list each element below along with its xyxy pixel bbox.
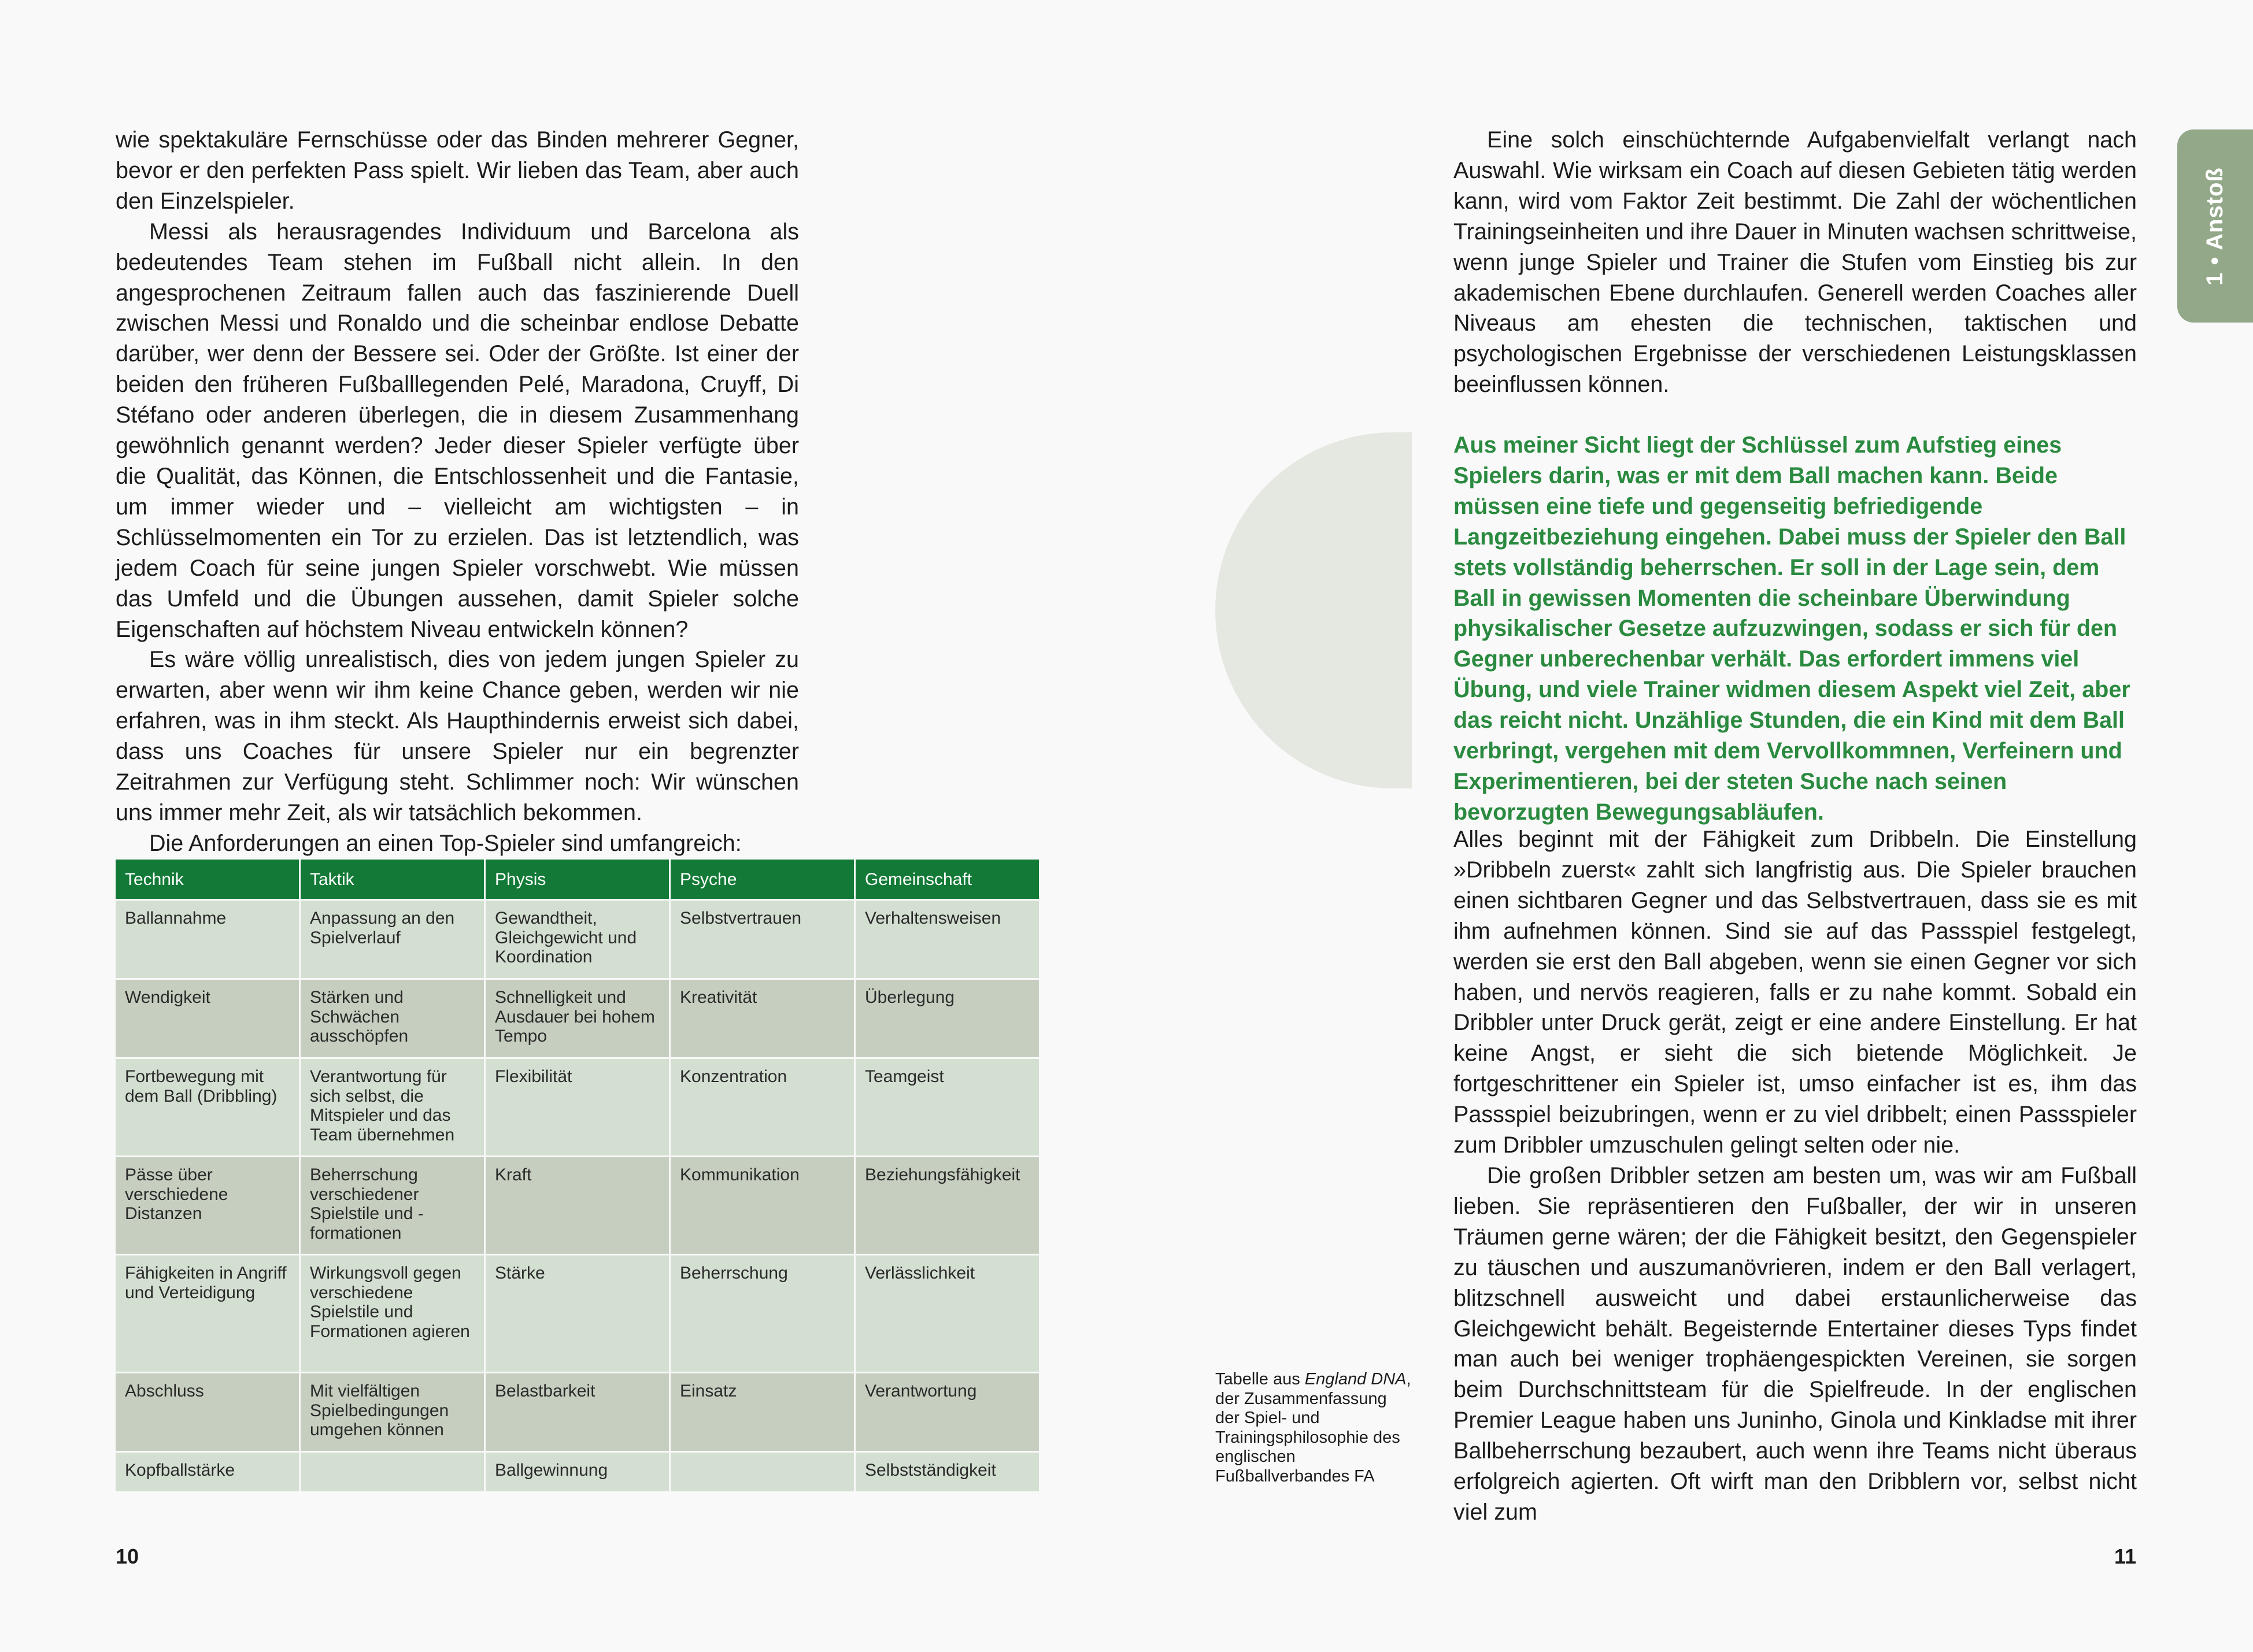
table-cell: Wirkungsvoll gegen verschiedene Spielstile und Formationen agieren <box>301 1254 486 1372</box>
paragraph: Alles beginnt mit der Fähigkeit zum Dribbeln. Die Einstellung »Dribbeln zuerst« zahlt sich langfristig aus. Die Spieler brauchen einen sichtbaren Gegner und das Selbstvertrauen, dass sie es mit ihm aufnehmen können. Sind sie auf das Passspiel festgelegt, werden sie erst den Ball abgeben, wenn sie einen Gegner vor sich haben, und nervös reagieren, falls er zu nahe kommt. Sobald ein Dribbler unter Druck gerät, zeigt er eine andere Einstellung. Er hat keine Angst, er sieht die sich bietende Möglichkeit. Je fortgeschrittener ein Spieler ist, umso einfacher ist es, ihm das Passspiel beizubringen, wenn er zu viel dribbelt; einen Passspieler zum Dribbler umzuschulen gelingt selten oder nie. <box>1453 827 2137 1158</box>
left-column-text <box>116 125 799 859</box>
page-number-left: 10 <box>116 1544 139 1568</box>
caption-title: England DNA <box>1304 1370 1407 1388</box>
paragraph: Eine solch einschüchternde Aufgabenvielfalt verlangt nach Auswahl. Wie wirksam ein Coach auf diesen Gebieten tätig werden kann, wird vom Faktor Zeit bestimmt. Die Zahl der wöchentlichen Trainingseinheiten und ihre Dauer in Minuten wachsen schrittweise, wenn junge Spieler und Trainer die Stufen vom Einstieg bis zur akademischen Ebene durchlaufen. Generell werden Coaches aller Niveaus am ehesten die technischen, taktischen und psychologischen Ergebnisse der verschiedenen Leistungsklassen beeinflussen können. <box>1453 127 2137 398</box>
requirements-table <box>116 860 1039 1491</box>
table-cell: Verlässlichkeit <box>856 1254 1039 1372</box>
table-row <box>116 978 1039 1057</box>
table-cell: Kopfballstärke <box>116 1451 301 1491</box>
table-cell: Verantwortung <box>856 1372 1039 1451</box>
page-number-right: 11 <box>2114 1544 2136 1568</box>
table-cell: Flexibilität <box>486 1057 671 1155</box>
caption-prefix: Tabelle aus <box>1215 1370 1305 1388</box>
table-cell: Fortbewegung mit dem Ball (Dribbling) <box>116 1057 301 1155</box>
table-cell: Gewandtheit, Gleichgewicht und Koordination <box>486 899 671 978</box>
chapter-tab <box>2177 129 2253 323</box>
table-row <box>116 1372 1039 1451</box>
table-header-cell: Gemeinschaft <box>856 860 1039 899</box>
table-row <box>116 1155 1039 1254</box>
table-cell: Kommunikation <box>671 1155 856 1254</box>
paragraph: Es wäre völlig unrealistisch, dies von jedem jungen Spieler zu erwarten, aber wenn wir ihm keine Chance geben, werden wir nie erfahren, was in ihm steckt. Als Haupthindernis erweist sich dabei, dass uns Coaches für unsere Spieler nur ein begrenzter Zeitrahmen zur Verfügung steht. Schlimmer noch: Wir wünschen uns immer mehr Zeit, als wir tatsächlich bekommen. <box>116 647 799 825</box>
table-cell: Verhaltensweisen <box>856 899 1039 978</box>
table-cell: Einsatz <box>671 1372 856 1451</box>
paragraph: Die Anforderungen an einen Top-Spieler sind umfangreich: <box>149 830 742 856</box>
pull-quote: Aus meiner Sicht liegt der Schlüssel zum Aufstieg eines Spielers darin, was er mit dem Ball machen kann. Beide müssen eine tiefe und gegenseitig befriedigende Langzeitbeziehung eingehen. Dabei muss der Spieler den Ball stets vollständig beherrschen. Er soll in der Lage sein, dem Ball in gewissen Momenten die scheinbare Überwindung physikalischer Gesetze aufzuzwingen, sodass er sich für den Gegner unberechenbar verhält. Das erfordert immens viel Übung, und viele Trainer widmen diesem Aspekt viel Zeit, aber das reicht nicht. Unzählige Stunden, die ein Kind mit dem Ball verbringt, vergehen mit dem Vervollkommnen, Verfeinern und Experimentieren, bei der steten Suche nach seinen bevorzugten Bewegungsabläufen. <box>1453 432 2130 825</box>
table-header-cell: Technik <box>116 860 301 899</box>
table-cell: Beherrschung verschiedener Spielstile und -formationen <box>301 1155 486 1254</box>
right-column-intro <box>1453 125 2137 400</box>
table-header-cell: Psyche <box>671 860 856 899</box>
table-cell: Pässe über verschiedene Distanzen <box>116 1155 301 1254</box>
table-cell: Ballgewinnung <box>486 1451 671 1491</box>
table-cell: Konzentration <box>671 1057 856 1155</box>
table-cell: Kreativität <box>671 978 856 1057</box>
table-cell: Stärken und Schwächen ausschöpfen <box>301 978 486 1057</box>
table-cell: Verantwortung für sich selbst, die Mitspieler und das Team übernehmen <box>301 1057 486 1155</box>
table-cell: Selbstvertrauen <box>671 899 856 978</box>
table-header-cell: Physis <box>486 860 671 899</box>
chapter-tab-label-wrap <box>2177 129 2253 323</box>
table-cell <box>301 1451 486 1491</box>
table-cell: Belastbarkeit <box>486 1372 671 1451</box>
paragraph: Die großen Dribbler setzen am besten um, was wir am Fußball lieben. Sie repräsentieren den Fußballer, der wir in unseren Träumen gerne wären; der die Fähigkeit besitzt, den Gegenspieler zu täuschen und auszumanövrieren, indem er den Ball verlagert, blitzschnell ausweicht und dabei erstaunlicherweise das Gleichgewicht behält. Begeisternde Entertainer dieses Typs findet man auch bei weniger trophäengespickten Vereinen, sie sorgen beim Durchschnittsteam für die Spielfreude. In der englischen Premier League haben uns Juninho, Ginola und Kinkladse mit ihrer Ballbeherrschung bezaubert, auch wenn ihre Teams nicht überaus erfolgreich agierten. Oft wirft man den Dribblern vor, selbst nicht viel zum <box>1453 1162 2137 1525</box>
table-header-cell: Taktik <box>301 860 486 899</box>
table-cell: Teamgeist <box>856 1057 1039 1155</box>
paragraph: wie spektakuläre Fernschüsse oder das Binden mehrerer Gegner, bevor er den perfekten Pass spielt. Wir lieben das Team, aber auch den Einzelspieler. <box>116 127 799 214</box>
table-cell: Selbstständigkeit <box>856 1451 1039 1491</box>
table-row <box>116 1254 1039 1372</box>
table-cell: Anpassung an den Spielverlauf <box>301 899 486 978</box>
table-cell: Schnelligkeit und Ausdauer bei hohem Tempo <box>486 978 671 1057</box>
table-row <box>116 899 1039 978</box>
table-cell: Beziehungsfähigkeit <box>856 1155 1039 1254</box>
caption-suffix: , der Zusammenfassung der Spiel- und Trainingsphilosophie des englischen Fußballverbandes FA <box>1215 1370 1411 1486</box>
decorative-half-circle <box>1215 432 1412 788</box>
table-cell: Beherrschung <box>671 1254 856 1372</box>
table-cell: Fähigkeiten in Angriff und Verteidigung <box>116 1254 301 1372</box>
chapter-tab-label: 1 • Anstoß <box>2202 166 2228 286</box>
paragraph: Messi als herausragendes Individuum und Barcelona als bedeutendes Team stehen im Fußball nicht allein. In den angesprochenen Zeitraum fallen auch das faszinierende Duell zwischen Messi und Ronaldo und die scheinbar endlose Debatte darüber, wer denn der Bessere sei. Oder der Größte. Ist einer der beiden den früheren Fußballlegenden Pelé, Maradona, Cruyff, Di Stéfano oder anderen überlegen, die in diesem Zusammenhang gewöhnlich genannt werden? Jeder dieser Spieler verfügte über die Qualität, das Können, die Entschlossenheit und die Fantasie, um immer wieder und – vielleicht am wichtigsten – in Schlüsselmomenten ein Tor zu erzielen. Das ist letztendlich, was jedem Coach für seine jungen Spieler vorschwebt. Wie müssen das Umfeld und die Übungen aussehen, damit Spieler solche Eigenschaften auf höchstem Niveau entwickeln können? <box>116 218 799 642</box>
table-row <box>116 1057 1039 1155</box>
table-cell: Abschluss <box>116 1372 301 1451</box>
table-cell: Mit vielfältigen Spielbedingungen umgehen können <box>301 1372 486 1451</box>
table-cell: Kraft <box>486 1155 671 1254</box>
table-cell: Stärke <box>486 1254 671 1372</box>
table-row <box>116 1451 1039 1491</box>
right-column-text <box>1453 824 2137 1528</box>
table-cell <box>671 1451 856 1491</box>
table-caption <box>1215 1370 1412 1486</box>
table-cell: Ballannahme <box>116 899 301 978</box>
table-cell: Wendigkeit <box>116 978 301 1057</box>
table-header-row <box>116 860 1039 899</box>
table-cell: Überlegung <box>856 978 1039 1057</box>
